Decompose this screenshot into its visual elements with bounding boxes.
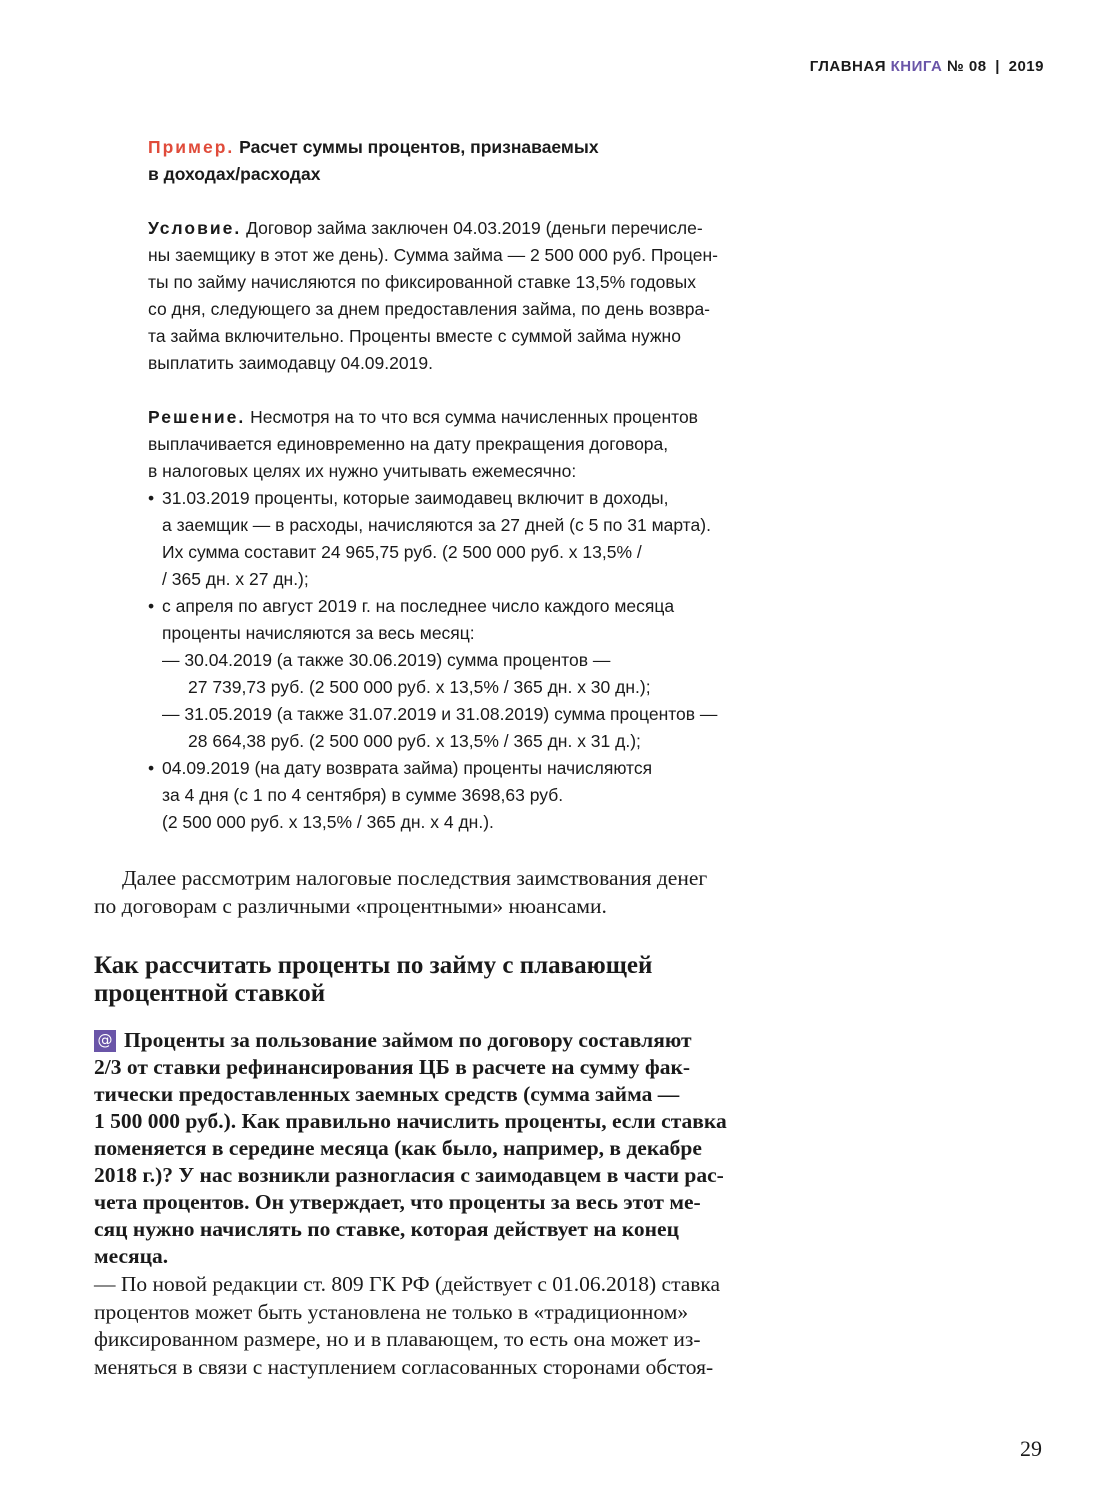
condition-line-4: со дня, следующего за днем предоставления займа, по день возвра- (148, 299, 711, 319)
section-heading (94, 952, 784, 1008)
dash2-line-1: — 31.05.2019 (а также 31.07.2019 и 31.08.2019) сумма процентов — (162, 704, 718, 724)
bullet3-line-1: 04.09.2019 (на дату возврата займа) проценты начисляются (162, 758, 653, 778)
question-line-2: 2/3 от ставки рефинансирования ЦБ в расчете на сумму фак- (94, 1055, 691, 1079)
bullet1-line-1: 31.03.2019 проценты, которые заимодавец включит в доходы, (162, 488, 669, 508)
page-number: 29 (1020, 1436, 1042, 1461)
example-title (148, 134, 778, 188)
bullet2-line-2: проценты начисляются за весь месяц: (162, 623, 475, 643)
reader-question (94, 1027, 776, 1270)
example-condition (148, 215, 778, 377)
dash-item (148, 701, 778, 755)
example-title-line-2: в доходах/расходах (148, 164, 321, 184)
bullet2-line-1: с апреля по август 2019 г. на последнее число каждого месяца (162, 596, 675, 616)
example-title-line-1: Расчет суммы процентов, признаваемых (239, 137, 599, 157)
condition-line-5: та займа включительно. Проценты вместе с суммой займа нужно (148, 326, 681, 346)
question-line-9: месяца. (94, 1244, 169, 1268)
body-paragraph (94, 864, 774, 920)
answer-paragraph (94, 1271, 776, 1381)
question-line-8: сяц нужно начислять по ставке, которая действует на конец (94, 1217, 679, 1241)
question-line-7: чета процентов. Он утверждает, что проценты за весь этот ме- (94, 1190, 701, 1214)
header-separator: | (995, 58, 1000, 75)
solution-line-2: выплачивается единовременно на дату прекращения договора, (148, 434, 669, 454)
solution-line-1: Несмотря на то что вся сумма начисленных процентов (250, 407, 698, 427)
question-line-1: Проценты за пользование займом по договору составляют (124, 1028, 692, 1052)
condition-label: Условие. (148, 218, 242, 238)
dash1-line-2: 27 739,73 руб. (2 500 000 руб. x 13,5% / 365 дн. x 30 дн.); (188, 677, 651, 697)
bullet1-line-3: Их сумма составит 24 965,75 руб. (2 500 000 руб. x 13,5% / (162, 542, 642, 562)
bullet1-line-4: / 365 дн. x 27 дн.); (162, 569, 309, 589)
question-line-3: тически предоставленных заемных средств (сумма займа — (94, 1082, 680, 1106)
answer-line-2: процентов может быть установлена не только в «традиционном» (94, 1299, 689, 1324)
issue-number: № 08 (947, 58, 987, 75)
at-sign-icon: @ (94, 1030, 116, 1052)
issue-year: 2019 (1008, 58, 1044, 75)
bullet1-line-2: а заемщик — в расходы, начисляются за 27 дней (с 5 по 31 марта). (162, 515, 711, 535)
question-line-6: 2018 г.)? У нас возникли разногласия с заимодавцем в части рас- (94, 1163, 724, 1187)
condition-line-2: ны заемщику в этот же день). Сумма займа — 2 500 000 руб. Процен- (148, 245, 718, 265)
answer-line-3: фиксированном размере, но и в плавающем, то есть она может из- (94, 1327, 701, 1351)
list-item (148, 593, 778, 647)
condition-line-3: ты по займу начисляются по фиксированной ставке 13,5% годовых (148, 272, 696, 292)
list-item (148, 755, 778, 836)
example-box (148, 134, 778, 836)
question-line-4: 1 500 000 руб.). Как правильно начислить проценты, если ставка (94, 1109, 727, 1133)
solution-line-3: в налоговых целях их нужно учитывать ежемесячно: (148, 461, 577, 481)
solution-list (148, 485, 778, 647)
brand-accent: КНИГА (890, 58, 943, 75)
dash-item (148, 647, 778, 701)
answer-line-1: — По новой редакции ст. 809 ГК РФ (действует с 01.06.2018) ставка (94, 1272, 721, 1296)
question-line-5: поменяется в середине месяца (как было, например, в декабре (94, 1136, 702, 1160)
solution-list-end (148, 755, 778, 836)
para1-line-1: Далее рассмотрим налоговые последствия заимствования денег (122, 866, 708, 890)
dash2-line-2: 28 664,38 руб. (2 500 000 руб. x 13,5% / 365 дн. x 31 д.); (188, 731, 641, 751)
magazine-header (810, 58, 1044, 75)
dash1-line-1: — 30.04.2019 (а также 30.06.2019) сумма процентов — (162, 650, 611, 670)
example-solution (148, 404, 778, 485)
heading-line-1: Как рассчитать проценты по займу с плавающей (94, 952, 653, 979)
example-label: Пример. (148, 137, 235, 157)
bullet3-line-2: за 4 дня (с 1 по 4 сентября) в сумме 3698,63 руб. (162, 785, 564, 805)
answer-line-4: меняться в связи с наступлением согласованных сторонами обстоя- (94, 1354, 714, 1379)
para1-line-2: по договорам с различными «процентными» нюансами. (94, 894, 607, 918)
list-item (148, 485, 778, 593)
heading-line-2: процентной ставкой (94, 980, 326, 1007)
condition-line-1: Договор займа заключен 04.03.2019 (деньги перечисле- (246, 218, 703, 238)
bullet3-line-3: (2 500 000 руб. x 13,5% / 365 дн. x 4 дн.). (162, 812, 494, 832)
solution-label: Решение. (148, 407, 246, 427)
condition-line-6: выплатить заимодавцу 04.09.2019. (148, 353, 433, 373)
brand-main: ГЛАВНАЯ (809, 58, 886, 75)
